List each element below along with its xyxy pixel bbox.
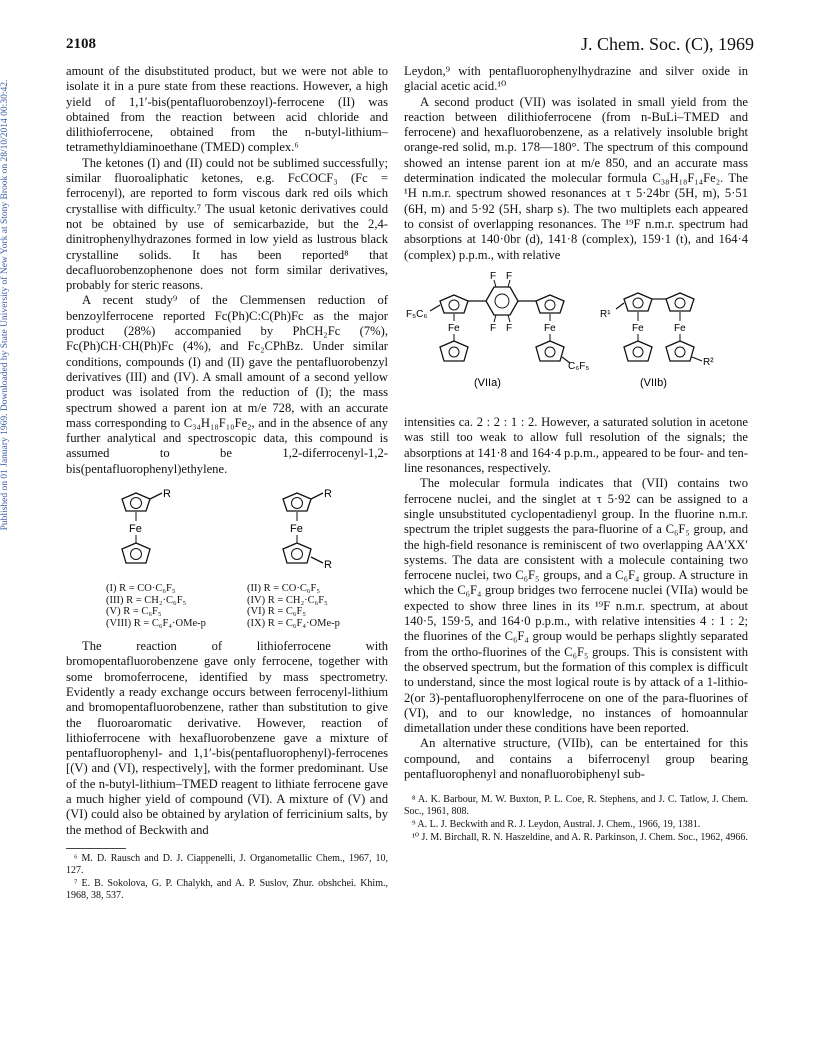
svg-text:R: R: [323, 488, 332, 501]
compound-legend: [106, 583, 388, 629]
ferrocene-structures-figure: [66, 485, 388, 629]
svg-text:F: F: [506, 270, 513, 282]
svg-text:F: F: [490, 322, 497, 334]
structure-viia: [406, 271, 589, 389]
svg-text:R²: R²: [703, 356, 714, 368]
svg-text:Fe: Fe: [544, 322, 556, 334]
download-stamp: [0, 0, 14, 1056]
legend-entry: (VI) R = C₆F₅: [247, 606, 307, 618]
paragraph: The molecular formula indicates that (VII) contains two ferrocene nuclei, and the singlet at τ 5·92 can be assigned to a single unsubstituted cyclopentadienyl group. In the fluorine n.m.r. spectrum the triplet suggests the para-fluorine of a C₆F₅ group, and the high-field resonance is reminiscent of two overlapping AA′XX′ systems. The data are consistent with a molecule containing two ferrocene nuclei, two C₆F₅ groups, and a C₆F₄ group. A structure in which the C₆F₄ group bridges two ferrocene nuclei (VIIa) would be expected to show three lines in its ¹⁹F n.m.r. spectrum, at about 140·5, 159·5, and 164·0 p.p.m., with relative intensities 4 : 1 : 2; the fluorines of the C₆F₄ group would be perhaps slightly separated from the ortho-fluorines of the C₆F₅ groups. This is consistent with the observed spectrum, but the formation of this complex is difficult to understand, since the most logical route is by attack of a 1-lithio-2(or 3)-pentafluorophenylferrocene on one of the para-fluorines of (VI), and to our knowledge, no instances of homoannular dimetallation under these conditions have been reported.: [404, 476, 748, 736]
footnote: ⁸ A. K. Barbour, M. W. Buxton, P. L. Coe, R. Stephens, and J. C. Tatlow, J. Chem. Soc., 1961, 808.: [404, 794, 748, 818]
structure-viib: [600, 293, 714, 389]
legend-entry: (V) R = C₆F₅: [106, 606, 162, 618]
svg-text:Fe: Fe: [632, 322, 644, 334]
compound-vii-structures: [404, 271, 748, 401]
paragraph: Leydon,⁹ with pentafluorophenylhydrazine and silver oxide in glacial acetic acid.¹⁰: [404, 64, 748, 94]
svg-text:Fe: Fe: [674, 322, 686, 334]
footnote: ⁷ E. B. Sokolova, G. P. Chalykh, and A. P. Suslov, Zhur. obshchei. Khim., 1968, 38, 537.: [66, 877, 388, 901]
legend-entry: (IX) R = C₆F₄·OMe-p: [247, 617, 340, 629]
disubstituted-ferrocene-structure: [253, 485, 363, 577]
compound-vii-structures-figure: [404, 271, 748, 405]
label-viia: (VIIa): [474, 376, 501, 389]
paragraph: amount of the disubstituted product, but we were not able to isolate it in a pure state from these reactions. However, a high yield of 1,1′-bis(pentafluorobenzoyl)-ferrocene (II) was obtained from the reaction between acid chloride and dilithioferrocene, obtained from the n-butyl-lithium–tetramethyldiaminoethane (TMED) complex.⁶: [66, 64, 388, 155]
download-stamp-text: Published on 01 January 1969. Downloaded by State University of New York at Stony Brook on 28/10/2014 00:30:42.: [0, 79, 10, 531]
journal-header: J. Chem. Soc. (C), 1969: [581, 34, 754, 54]
footnote-divider: [66, 848, 126, 849]
paragraph: The reaction of lithioferrocene with bromopentafluorobenzene gave only ferrocene, together with some bromoferrocene, identified by mass spectrometry. Evidently a ready exchange occurs between ferrocenyl-lithium and bromopentafluorobenzene, rather than substitution to give the fluoroaromatic derivative. However, reaction of lithioferrocene with hexafluorobenzene gave a mixture of pentafluorophenyl- and 1,1′-bis(pentafluorophenyl)-ferrocenes [(V) and (VI), respectively], with the former predominant. Use of the n-butyl-lithium–TMED reagent to lithiate ferrocene gave a much higher yield of compound (VI). A mixture of (V) and (VI) could also be obtained by arylation of ferricinium salts, by the method of Beckwith and: [66, 639, 388, 837]
paragraph: A second product (VII) was isolated in small yield from the reaction between dilithioferrocene (from n-BuLi–TMED and ferrocene) and hexafluorobenzene, as a relatively insoluble bright orange-red solid, m.p. 178—180°. The spectrum of this compound showed an intense parent ion at m/e 850, and an accurate mass determination indicated the molecular formula C₃₈H₁₈F₁₄Fe₂. The ¹H n.m.r. spectrum showed resonances at τ 5·24br (5H, m), 5·51 (6H, m) and 5·92 (5H, sharp s). The two multiplets each appeared to consist of overlapping resonances. The ¹⁹F n.m.r. spectrum had absorptions at 140·0br (d), 141·8 (complex), 159·1 (t), and 164·4 (complex) p.p.m., with relative: [404, 94, 748, 262]
svg-text:Fe: Fe: [289, 523, 303, 536]
svg-text:Fe: Fe: [448, 322, 460, 334]
page-number: 2108: [66, 36, 96, 52]
svg-text:C₆F₅: C₆F₅: [568, 360, 590, 372]
svg-text:R: R: [323, 559, 332, 572]
paragraph: intensities ca. 2 : 2 : 1 : 2. However, a saturated solution in acetone was still too weak to allow full resolution of the signals; the absorptions at 141·8 and 164·4 p.p.m., appeared to be four- and ten-line resonances, respectively.: [404, 415, 748, 476]
svg-text:R: R: [162, 488, 171, 501]
left-column: [66, 64, 388, 903]
footnote: ⁹ A. L. J. Beckwith and R. J. Leydon, Austral. J. Chem., 1966, 19, 1381.: [412, 819, 701, 831]
svg-text:R¹: R¹: [600, 308, 611, 320]
footnotes: [404, 794, 748, 844]
footnote: ⁶ M. D. Rausch and D. J. Ciappenelli, J. Organometallic Chem., 1967, 10, 127.: [66, 852, 388, 876]
paragraph: A recent study⁹ of the Clemmensen reduction of benzoylferrocene reported Fc(Ph)C:C(Ph)Fc as the major product (28%) accompanied by PhCH₂Fc (7%), Fc(Ph)CH·CH(Ph)Fc (4%), and Fc₂CPhBz. Under similar conditions, compounds (I) and (II) gave the pentafluorobenzyl derivatives (III) and (IV). A small amount of a second yellow product was isolated from the reduction of (I); the mass spectrum showed a parent ion at m/e 728, with an accurate mass corresponding to C₃₄H₁₈F₁₀Fe₂, and in the absence of any further analytical and spectroscopic data, this compound is assumed to be 1,2-diferrocenyl-1,2-bis(pentafluorophenyl)ethylene.: [66, 293, 388, 476]
legend-entry: (I) R = CO·C₆F₅: [106, 583, 176, 595]
svg-text:F₅C₆: F₅C₆: [406, 308, 428, 320]
legend-entry: (II) R = CO·C₆F₅: [247, 583, 321, 595]
svg-text:Fe: Fe: [128, 523, 142, 536]
legend-entry: (IV) R = CH₂·C₆F₅: [247, 594, 328, 606]
paragraph: The ketones (I) and (II) could not be sublimed successfully; similar fluoroaliphatic ketones, e.g. FcCOCF₃ (Fc = ferrocenyl), are reported to form viscous dark red oils which crystallise with difficulty.⁷ The usual ketonic derivatives could not be obtained by use of semicarbazide, but the 2,4-dinitrophenylhydrazones formed in low yield as lustrous black crystalline solids. It has been reported⁸ that decafluorobenzophenone does not form similar derivatives, probably for steric reasons.: [66, 155, 388, 293]
monosubstituted-ferrocene-structure: [92, 485, 202, 577]
footnotes: [66, 853, 388, 902]
right-column: [404, 64, 748, 845]
svg-text:F: F: [506, 322, 513, 334]
paragraph: An alternative structure, (VIIb), can be entertained for this compound, and contains a biferrocenyl group bearing pentafluorophenyl and nonafluorobiphenyl sub-: [404, 736, 748, 781]
label-viib: (VIIb): [640, 376, 667, 389]
legend-entry: (III) R = CH₂·C₆F₅: [106, 594, 187, 606]
footnote: ¹⁰ J. M. Birchall, R. N. Haszeldine, and A. R. Parkinson, J. Chem. Soc., 1962, 4966.: [412, 832, 748, 844]
svg-text:F: F: [490, 270, 497, 282]
legend-entry: (VIII) R = C₆F₄·OMe-p: [106, 617, 206, 629]
